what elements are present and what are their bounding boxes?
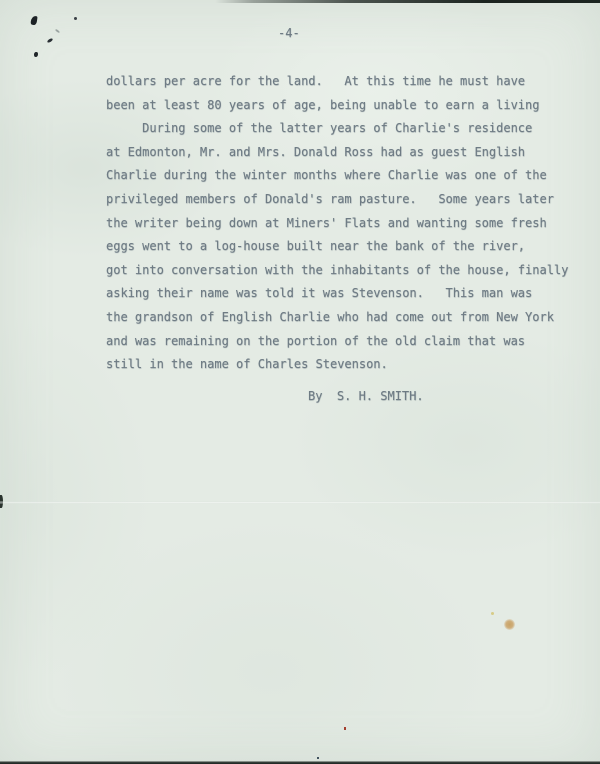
ink-speck [55,29,60,34]
typewritten-line: Charlie during the winter months where Charlie was one of the [106,168,547,183]
typewritten-line: eggs went to a log-house built near the bank of the river, [106,239,526,254]
fold-crease [0,501,600,504]
typewritten-line: at Edmonton, Mr. and Mrs. Donald Ross had as guest English [106,144,526,159]
typewritten-line: dollars per acre for the land. At this time he must have [106,74,526,88]
typewritten-line: privileged members of Donald's ram pasture. Some years later [106,191,554,206]
stain-spot [504,619,515,630]
ink-speck [30,16,37,26]
ink-speck [317,757,319,759]
ink-speck [74,17,77,20]
typewritten-text-block [106,70,586,408]
typewritten-line: still in the name of Charles Stevenson. [106,357,388,372]
stain-fleck [491,612,494,615]
typewritten-line: During some of the latter years of Charlie's residence [106,121,533,136]
typewritten-line: got into conversation with the inhabitants of the house, finally [106,262,569,277]
typewritten-line: been at least 80 years of age, being unable to earn a living [106,97,540,112]
typewritten-line: asking their name was told it was Stevenson. This man was [106,286,533,301]
ink-speck [34,52,38,57]
scan-edge-top [215,0,600,3]
byline: By S. H. SMITH. [308,388,424,403]
page-number: -4- [278,26,300,40]
ink-speck [47,38,54,44]
typewritten-line: the grandson of English Charlie who had come out from New York [106,309,554,324]
ink-speck [344,727,346,730]
typewritten-line: the writer being down at Miners' Flats and wanting some fresh [106,215,547,230]
typewritten-line: and was remaining on the portion of the old claim that was [106,333,526,348]
